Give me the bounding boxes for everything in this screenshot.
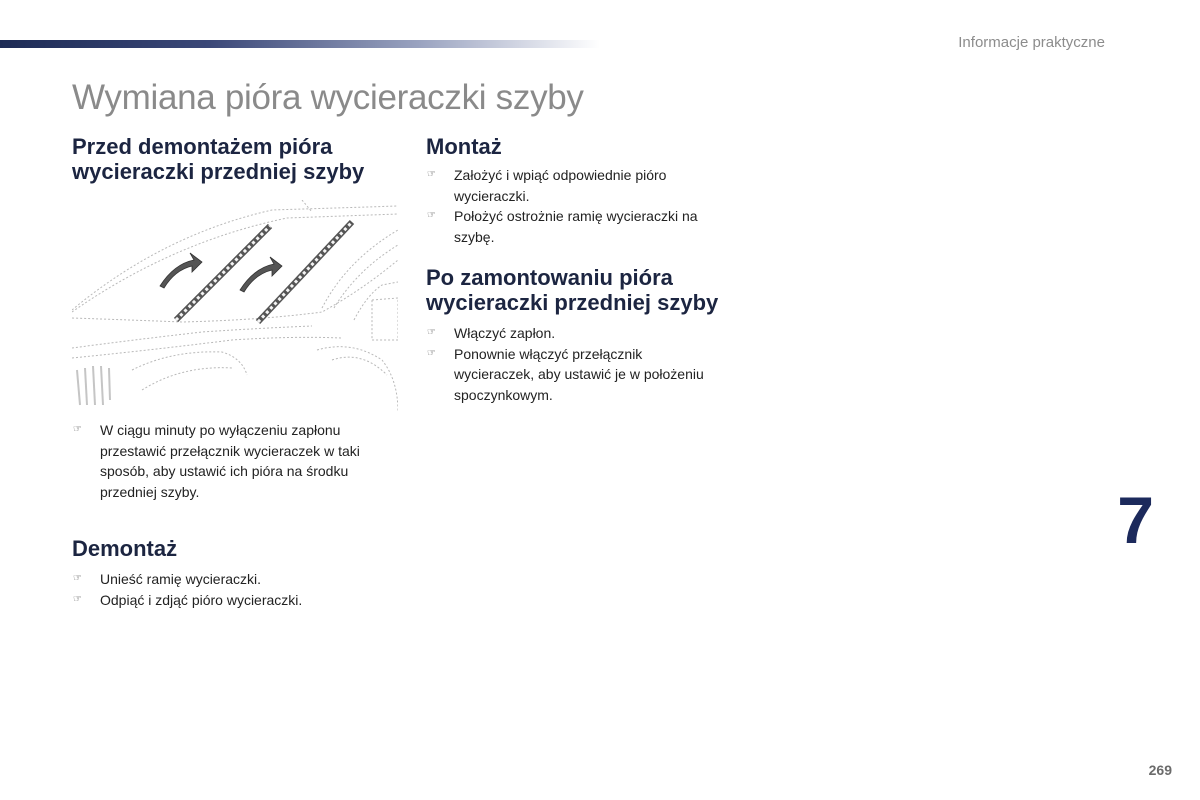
- step-text-line: wycieraczki.: [454, 187, 530, 204]
- list-item: [426, 323, 756, 344]
- after-fitting-heading-line1: Po zamontowaniu pióra: [426, 265, 673, 290]
- step-text-line: Odpiąć i zdjąć pióro wycieraczki.: [100, 591, 303, 608]
- step-text-line: Ponownie włączyć przełącznik: [454, 345, 643, 362]
- after-fitting-heading: [426, 265, 756, 315]
- after-fitting-heading-line2: wycieraczki przedniej szyby: [426, 290, 719, 315]
- after-fitting-steps: [426, 323, 756, 405]
- hand-pointer-icon: ☞: [73, 424, 82, 435]
- step-text-line: szybę.: [454, 228, 495, 245]
- hand-pointer-icon: ☞: [427, 327, 436, 338]
- before-removal-heading-line1: Przed demontażem pióra: [72, 134, 333, 159]
- step-text-line: W ciągu minuty po wyłączeniu zapłonu: [100, 422, 341, 438]
- hand-pointer-icon: ☞: [427, 169, 436, 180]
- left-column: [72, 134, 402, 610]
- page-number: 269: [1148, 762, 1172, 778]
- step-text-line: Włączyć zapłon.: [454, 325, 556, 341]
- step-text-line: Położyć ostrożnie ramię wycieraczki na: [454, 208, 698, 224]
- list-item: [72, 590, 402, 611]
- step-text-line: przedniej szyby.: [100, 483, 200, 500]
- page-title: Wymiana pióra wycieraczki szyby: [72, 78, 584, 117]
- fitting-heading: Montaż: [426, 134, 502, 159]
- lift-arrow-right-icon: [240, 257, 282, 292]
- list-item: [72, 569, 402, 590]
- wiper-illustration: [72, 200, 398, 412]
- list-item: [426, 165, 756, 206]
- removal-heading: Demontaż: [72, 536, 178, 561]
- removal-steps: [72, 569, 402, 610]
- chapter-number: 7: [1117, 483, 1154, 557]
- car-outline: [72, 200, 398, 412]
- step-text-line: wycieraczek, aby ustawić je w położeniu: [454, 366, 704, 382]
- front-grille: [77, 366, 110, 405]
- step-text-line: Unieść ramię wycieraczki.: [100, 571, 262, 587]
- step-text-line: spoczynkowym.: [454, 386, 553, 403]
- fitting-steps: [426, 165, 756, 247]
- header-accent-bar: [0, 40, 600, 48]
- list-item: [72, 420, 402, 502]
- hand-pointer-icon: ☞: [73, 593, 82, 605]
- before-removal-steps: [72, 420, 402, 502]
- step-text-line: Założyć i wpiąć odpowiednie pióro: [454, 167, 667, 183]
- before-removal-heading: [72, 134, 402, 184]
- list-item: [426, 206, 756, 247]
- step-text-line: przestawić przełącznik wycieraczek w taki: [100, 442, 360, 459]
- middle-column: [426, 134, 756, 405]
- step-text-line: sposób, aby ustawić ich pióra na środku: [100, 463, 349, 479]
- hand-pointer-icon: ☞: [73, 573, 82, 584]
- hand-pointer-icon: ☞: [427, 210, 436, 221]
- before-removal-heading-line2: wycieraczki przedniej szyby: [72, 159, 365, 184]
- list-item: [426, 344, 756, 406]
- hand-pointer-icon: ☞: [427, 347, 436, 359]
- section-label: Informacje praktyczne: [958, 34, 1105, 51]
